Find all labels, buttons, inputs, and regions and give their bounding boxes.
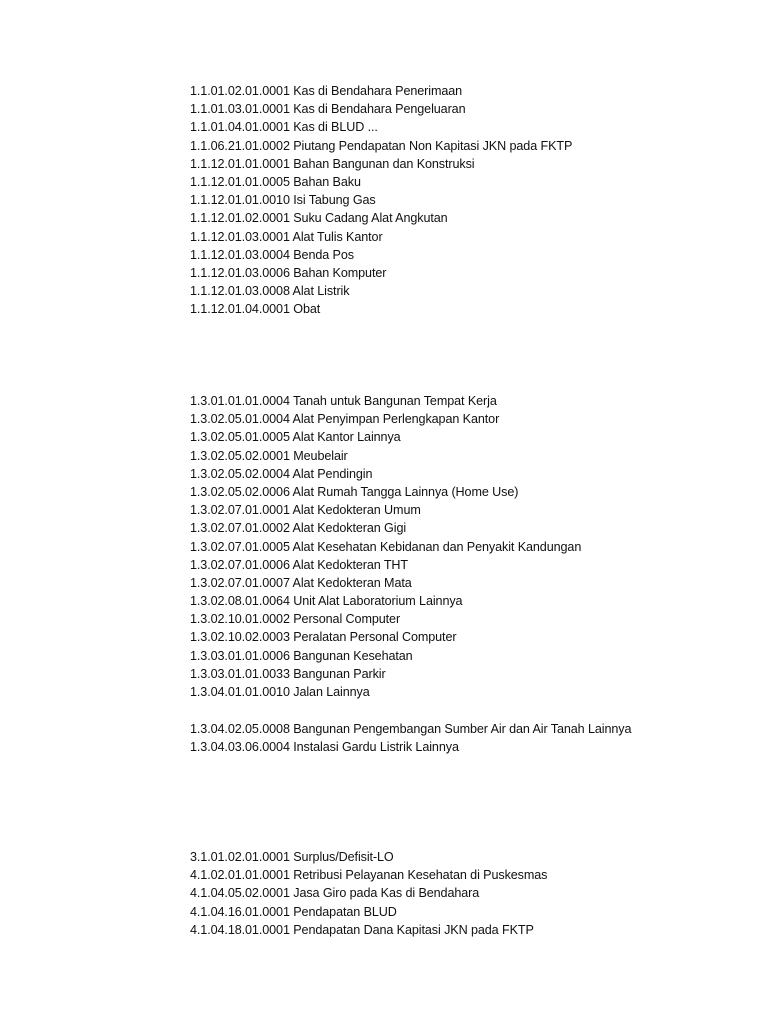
account-line: 1.3.02.05.01.0004 Alat Penyimpan Perlengkapan Kantor xyxy=(190,412,500,427)
account-line: 1.3.02.07.01.0006 Alat Kedokteran THT xyxy=(190,557,409,572)
account-line: 1.1.01.03.01.0001 Kas di Bendahara Pengeluaran xyxy=(190,102,466,117)
account-line: 1.1.12.01.04.0001 Obat xyxy=(190,302,321,317)
account-line: 1.1.12.01.01.0001 Bahan Bangunan dan Konstruksi xyxy=(190,156,475,171)
account-line: 1.3.02.07.01.0001 Alat Kedokteran Umum xyxy=(190,503,421,518)
account-line: 1.3.02.05.02.0006 Alat Rumah Tangga Lainnya (Home Use) xyxy=(190,484,519,499)
account-line: 1.3.02.07.01.0002 Alat Kedokteran Gigi xyxy=(190,521,407,536)
account-line: 4.1.04.16.01.0001 Pendapatan BLUD xyxy=(190,904,397,919)
account-line: 1.1.01.02.01.0001 Kas di Bendahara Penerimaan xyxy=(190,84,463,98)
account-line: 1.1.12.01.03.0004 Benda Pos xyxy=(190,247,354,262)
account-line: 1.3.02.05.01.0005 Alat Kantor Lainnya xyxy=(190,430,401,445)
account-line: 4.1.04.18.01.0001 Pendapatan Dana Kapitasi JKN pada FKTP xyxy=(190,922,534,937)
account-line: 1.1.12.01.01.0010 Isi Tabung Gas xyxy=(190,193,376,208)
account-line: 1.3.04.03.06.0004 Instalasi Gardu Listrik Lainnya xyxy=(190,740,459,755)
account-line: 1.1.12.01.03.0001 Alat Tulis Kantor xyxy=(190,229,383,244)
account-line: 1.1.12.01.02.0001 Suku Cadang Alat Angkutan xyxy=(190,211,448,226)
account-line: 4.1.04.05.02.0001 Jasa Giro pada Kas di Bendahara xyxy=(190,886,480,901)
account-line: 1.1.12.01.01.0005 Bahan Baku xyxy=(190,174,361,189)
account-line: 1.1.01.04.01.0001 Kas di BLUD ... xyxy=(190,120,378,135)
account-list-fixed-assets xyxy=(190,392,581,701)
account-line: 1.1.06.21.01.0002 Piutang Pendapatan Non Kapitasi JKN pada FKTP xyxy=(190,138,573,153)
account-line: 1.3.02.05.02.0001 Meubelair xyxy=(190,448,348,463)
account-line: 1.1.12.01.03.0008 Alat Listrik xyxy=(190,284,350,299)
account-line: 1.3.02.10.01.0002 Personal Computer xyxy=(190,612,401,627)
account-line: 1.3.03.01.01.0006 Bangunan Kesehatan xyxy=(190,648,413,663)
account-line: 1.3.02.05.02.0004 Alat Pendingin xyxy=(190,466,373,481)
account-line: 1.3.04.02.05.0008 Bangunan Pengembangan Sumber Air dan Air Tanah Lainnya xyxy=(190,722,632,736)
account-line: 4.1.02.01.01.0001 Retribusi Pelayanan Kesehatan di Puskesmas xyxy=(190,868,548,883)
account-line: 1.3.03.01.01.0033 Bangunan Parkir xyxy=(190,666,386,681)
account-list-infrastructure xyxy=(190,720,631,756)
account-line: 1.1.12.01.03.0006 Bahan Komputer xyxy=(190,265,387,280)
account-list-current-assets xyxy=(190,82,572,318)
account-line: 3.1.01.02.01.0001 Surplus/Defisit-LO xyxy=(190,850,394,864)
account-line: 1.3.02.10.02.0003 Peralatan Personal Computer xyxy=(190,630,457,645)
account-list-equity-revenue xyxy=(190,848,547,939)
account-line: 1.3.02.08.01.0064 Unit Alat Laboratorium Lainnya xyxy=(190,594,463,609)
account-line: 1.3.01.01.01.0004 Tanah untuk Bangunan Tempat Kerja xyxy=(190,394,497,408)
account-line: 1.3.02.07.01.0007 Alat Kedokteran Mata xyxy=(190,575,412,590)
account-line: 1.3.02.07.01.0005 Alat Kesehatan Kebidanan dan Penyakit Kandungan xyxy=(190,539,582,554)
account-line: 1.3.04.01.01.0010 Jalan Lainnya xyxy=(190,685,370,699)
